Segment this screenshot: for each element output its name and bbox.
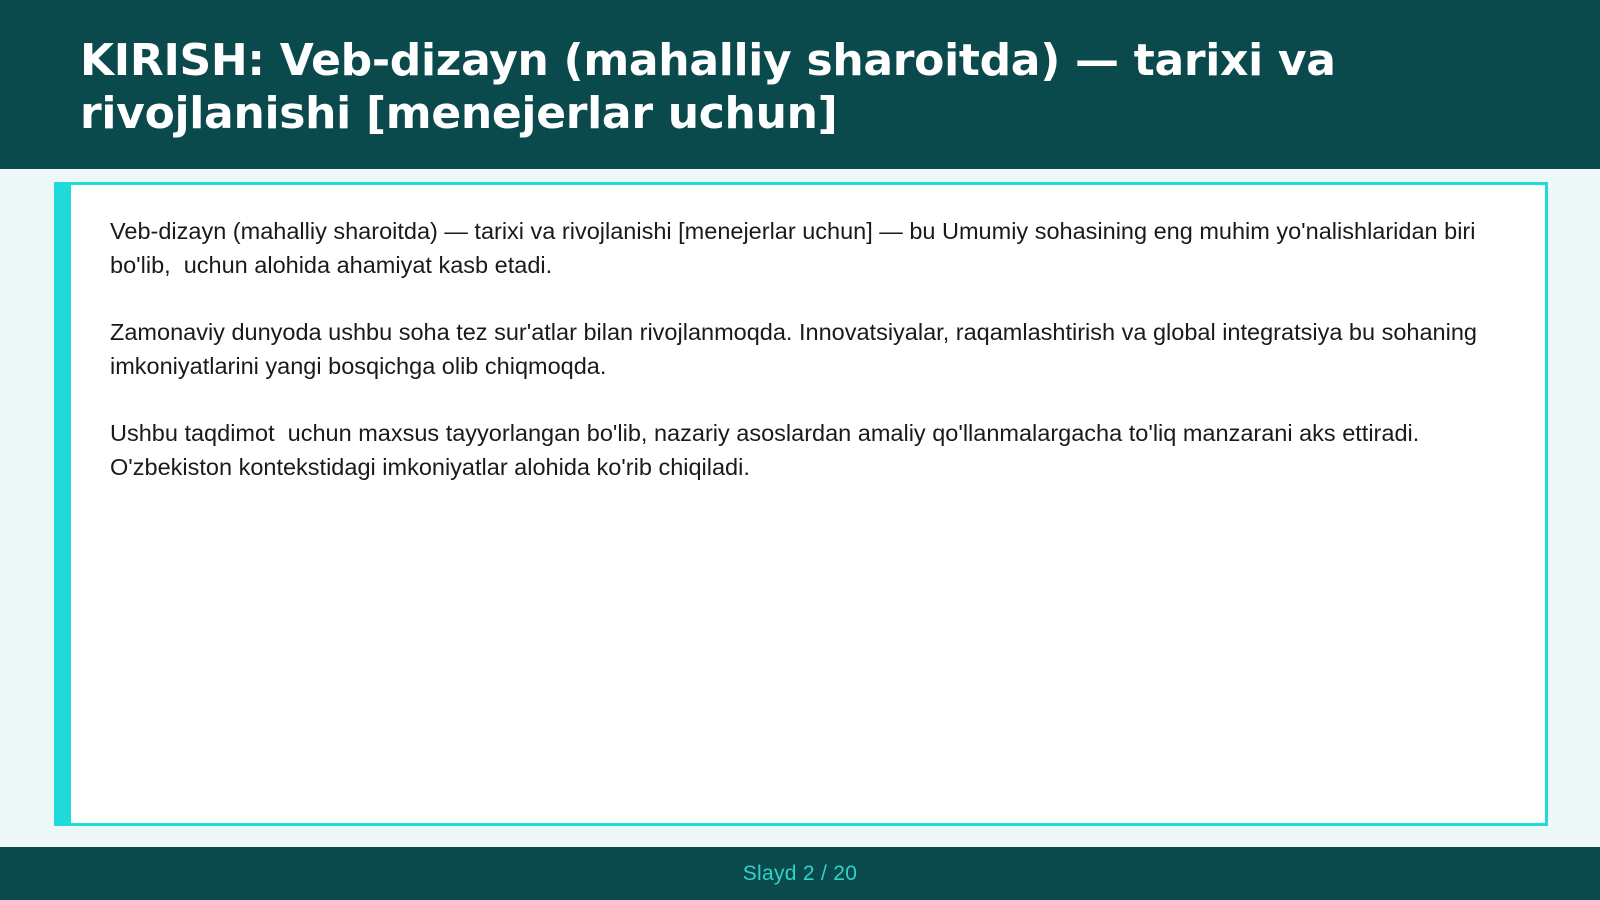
body-paragraph-1: Veb-dizayn (mahalliy sharoitda) — tarixi va rivojlanishi [menejerlar uchun] — bu Umumiy sohasining eng muhim yo'nalishlaridan biri bo'lib, uchun alohida ahamiyat kasb etadi. xyxy=(110,218,1483,278)
slide-counter: Slayd 2 / 20 xyxy=(742,861,858,885)
slide-title: KIRISH: Veb-dizayn (mahalliy sharoitda) — tarixi va rivojlanishi [menejerlar uchun] xyxy=(80,35,1336,139)
slide-header xyxy=(0,0,1600,169)
slide-footer xyxy=(0,847,1600,900)
body-paragraph-2: Zamonaviy dunyoda ushbu soha tez sur'atlar bilan rivojlanmoqda. Innovatsiyalar, raqamlashtirish va global integratsiya bu sohaning imkoniyatlarini yangi bosqichga olib chiqmoqda. xyxy=(110,319,1484,379)
body-paragraph-3: Ushbu taqdimot uchun maxsus tayyorlangan bo'lib, nazariy asoslardan amaliy qo'llanmalargacha to'liq manzarani aks ettiradi. O'zbekiston kontekstidagi imkoniyatlar alohida ko'rib chiqiladi. xyxy=(110,420,1426,480)
content-card xyxy=(54,182,1548,826)
